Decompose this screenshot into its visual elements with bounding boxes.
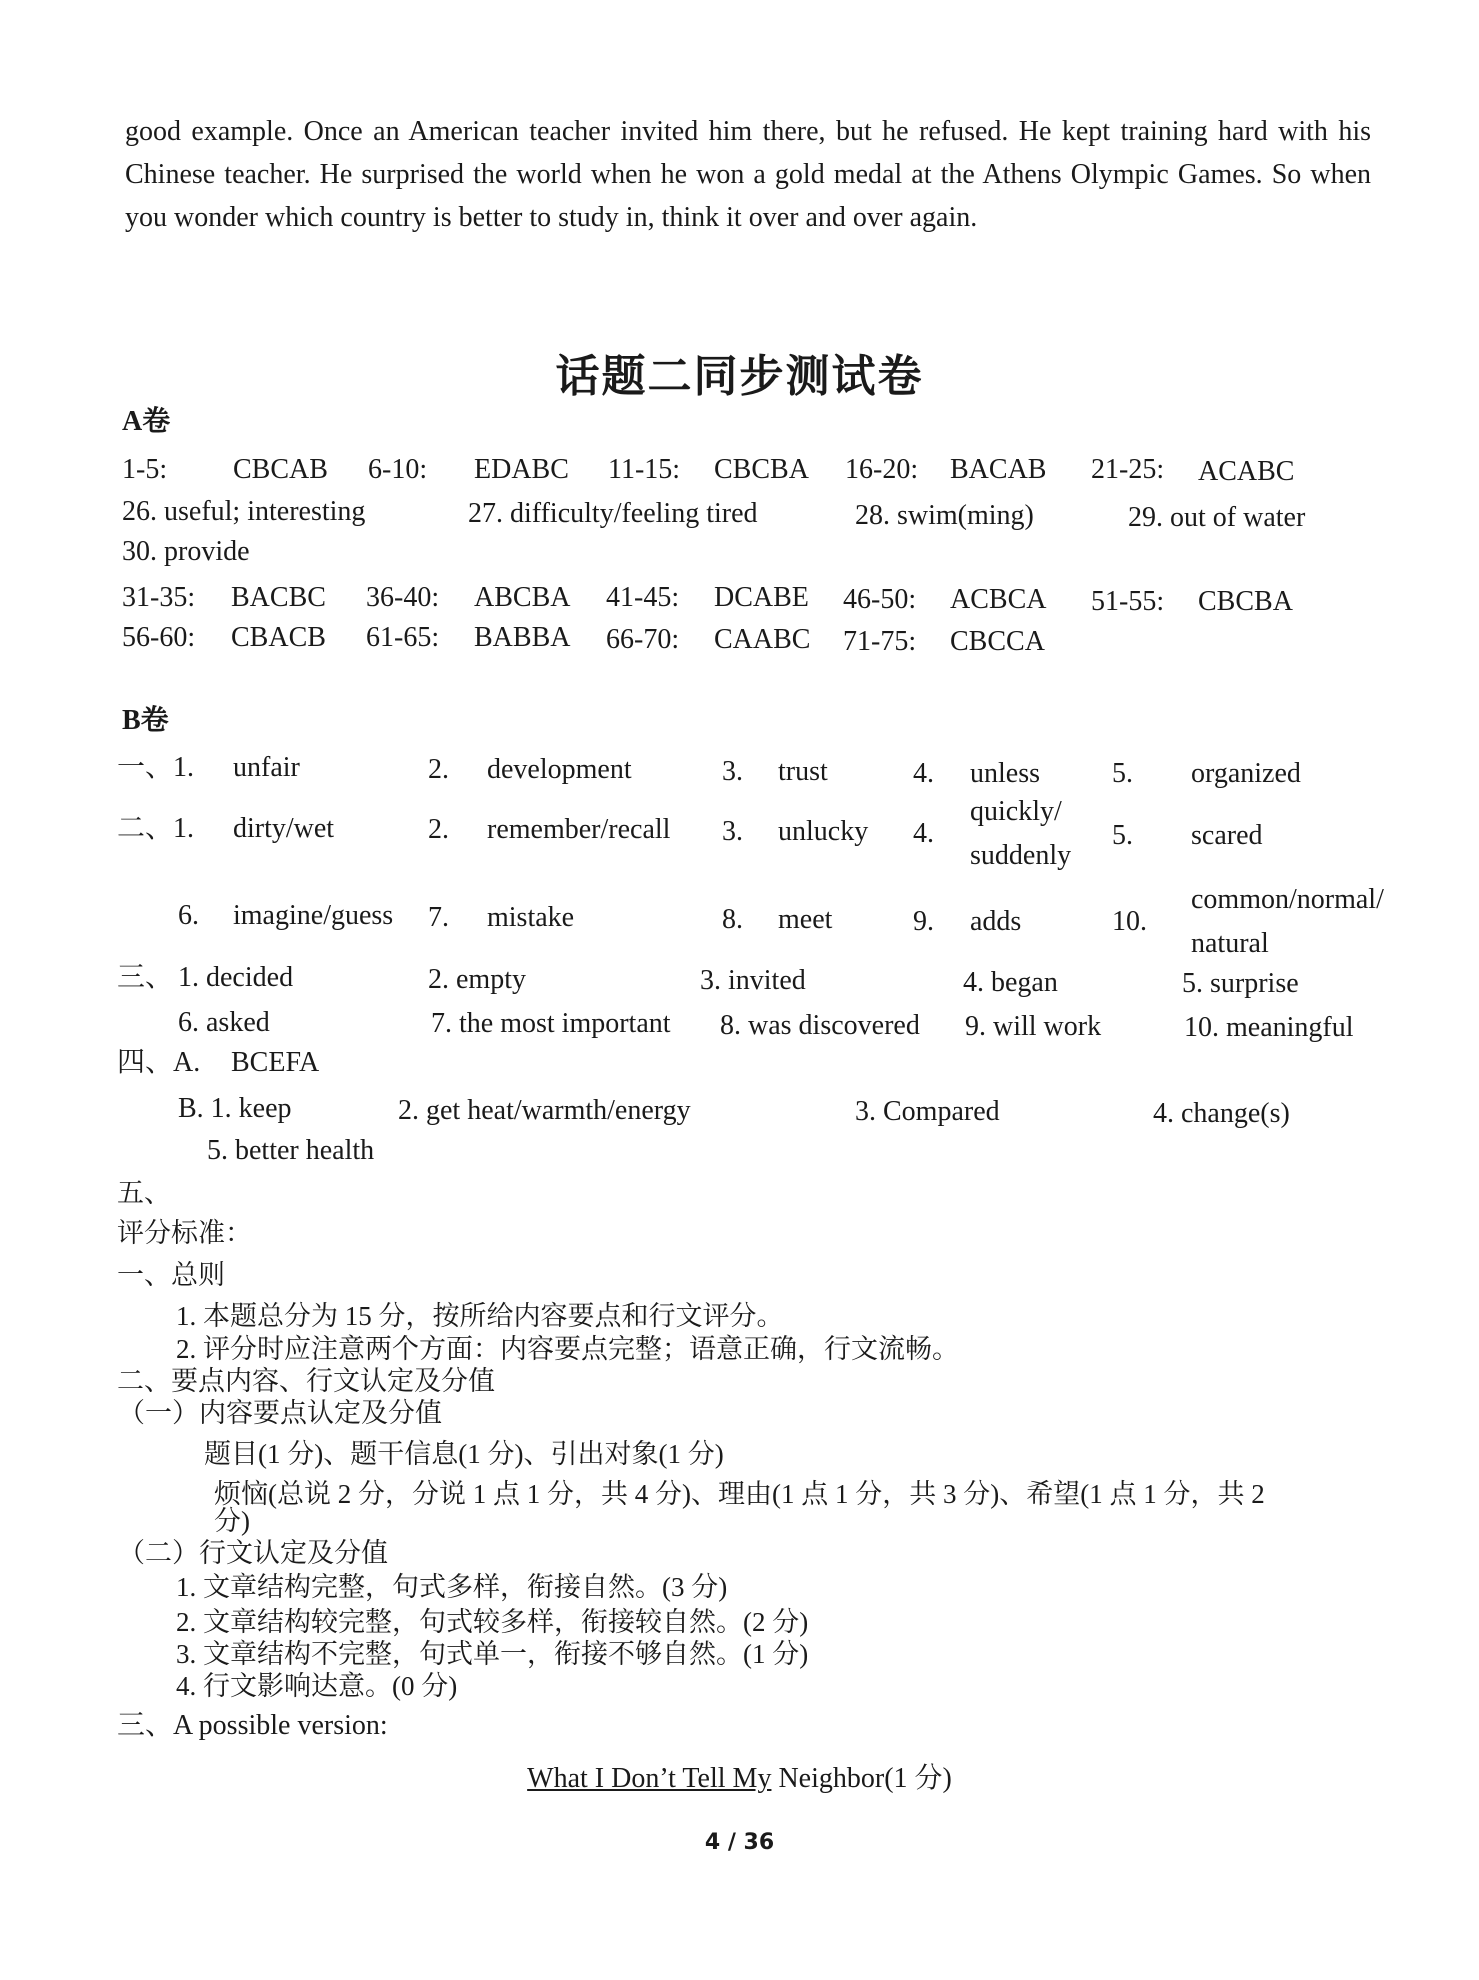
a-answer: 30. provide bbox=[122, 536, 250, 567]
b-num: 6. bbox=[178, 900, 199, 931]
b-answer: 1. decided bbox=[178, 962, 294, 993]
rubric-line: 分) bbox=[214, 1506, 250, 1536]
b-answer: 2. empty bbox=[428, 964, 526, 995]
rubric-line: 2. 评分时应注意两个方面：内容要点完整；语意正确，行文流畅。 bbox=[176, 1334, 959, 1364]
a-range: 36-40: bbox=[366, 582, 440, 613]
b-answer: development bbox=[487, 754, 632, 785]
rubric-line: （一）内容要点认定及分值 bbox=[118, 1398, 442, 1428]
b-answer: scared bbox=[1191, 820, 1263, 851]
b-num: 4. bbox=[913, 758, 934, 789]
a-answer: CBCBA bbox=[714, 454, 809, 485]
a-range: 11-15: bbox=[608, 454, 681, 485]
section-title: 话题二同步测试卷 bbox=[555, 351, 924, 402]
b-num: 5. bbox=[1112, 820, 1133, 851]
rubric-line: 1. 本题总分为 15 分，按所给内容要点和行文评分。 bbox=[176, 1301, 784, 1331]
b-answer: 7. the most important bbox=[431, 1008, 671, 1039]
b-answer: 6. asked bbox=[178, 1007, 270, 1038]
a-range: 21-25: bbox=[1091, 454, 1165, 485]
a-answer: BACBC bbox=[231, 582, 326, 613]
a-answer: EDABC bbox=[474, 454, 569, 485]
b-num: 7. bbox=[428, 902, 449, 933]
a-range: 51-55: bbox=[1091, 586, 1165, 617]
a-answer: ACBCA bbox=[950, 584, 1047, 615]
a-answer: DCABE bbox=[714, 582, 809, 613]
b-answer: common/normal/ bbox=[1191, 884, 1384, 915]
b-answer: 10. meaningful bbox=[1184, 1012, 1354, 1043]
b-answer: 4. change(s) bbox=[1153, 1098, 1290, 1129]
b-answer: unlucky bbox=[778, 816, 869, 847]
rubric-line: 二、要点内容、行文认定及分值 bbox=[117, 1366, 495, 1396]
b-section-label: 三、 bbox=[117, 962, 174, 993]
a-range: 71-75: bbox=[843, 626, 917, 657]
b-num: 4. bbox=[913, 818, 934, 849]
b-num: 2. bbox=[428, 754, 449, 785]
b-answer: 5. better health bbox=[207, 1135, 375, 1166]
a-answer: BACAB bbox=[950, 454, 1047, 485]
rubric-line: 3. 文章结构不完整，句式单一，衔接不够自然。(1 分) bbox=[176, 1639, 809, 1669]
b-answer: trust bbox=[778, 756, 828, 787]
b-answer: dirty/wet bbox=[233, 813, 335, 844]
page-number: 4 / 36 bbox=[704, 1830, 775, 1855]
b-section-label: 四、A. bbox=[117, 1047, 201, 1078]
rubric-line: 1. 文章结构完整，句式多样，衔接自然。(3 分) bbox=[176, 1572, 728, 1602]
b-section-label: 五、 bbox=[117, 1178, 171, 1208]
b-section-label: 一、1. bbox=[117, 752, 195, 783]
b-num: 8. bbox=[722, 904, 743, 935]
b-answer: quickly/ bbox=[970, 796, 1062, 827]
b-answer: 9. will work bbox=[965, 1011, 1102, 1042]
b-answer: suddenly bbox=[970, 840, 1072, 871]
b-num: 2. bbox=[428, 814, 449, 845]
rubric-line: 三、A possible version: bbox=[117, 1710, 388, 1741]
b-num: 10. bbox=[1112, 906, 1147, 937]
rubric-line: 2. 文章结构较完整，句式较多样，衔接较自然。(2 分) bbox=[176, 1607, 809, 1637]
b-answer: remember/recall bbox=[487, 814, 671, 845]
a-range: 66-70: bbox=[606, 624, 680, 655]
a-answer: CBCAB bbox=[233, 454, 328, 485]
a-range: 1-5: bbox=[122, 454, 168, 485]
b-answer: BCEFA bbox=[231, 1047, 320, 1078]
b-answer: 4. began bbox=[963, 967, 1058, 998]
a-heading: A卷 bbox=[122, 406, 171, 437]
b-num: 5. bbox=[1112, 758, 1133, 789]
b-answer: 2. get heat/warmth/energy bbox=[398, 1095, 691, 1126]
a-answer: CBCBA bbox=[1198, 586, 1293, 617]
rubric-line: （二）行文认定及分值 bbox=[118, 1538, 388, 1568]
a-answer: 26. useful; interesting bbox=[122, 496, 366, 527]
b-num: 3. bbox=[722, 816, 743, 847]
b-answer: 8. was discovered bbox=[720, 1010, 920, 1041]
b-answer: B. 1. keep bbox=[178, 1093, 292, 1124]
rubric-line: 题目(1 分)、题干信息(1 分)、引出对象(1 分) bbox=[204, 1439, 724, 1469]
b-answer: natural bbox=[1191, 928, 1269, 959]
a-answer: BABBA bbox=[474, 622, 571, 653]
essay-title-rest: Neighbor(1 分) bbox=[771, 1763, 952, 1794]
a-range: 61-65: bbox=[366, 622, 440, 653]
b-answer: 3. invited bbox=[700, 965, 806, 996]
a-answer: 29. out of water bbox=[1128, 502, 1306, 533]
b-answer: meet bbox=[778, 904, 833, 935]
b-answer: mistake bbox=[487, 902, 575, 933]
intro-paragraph: good example. Once an American teacher invited him there, but he refused. He kept training hard with his Chinese teacher. He surprised the world when he won a gold medal at the Athens Olympic Games. So when you wonder which country is better to study in, think it over and over again. bbox=[125, 116, 1371, 233]
b-answer: imagine/guess bbox=[233, 900, 394, 931]
a-range: 56-60: bbox=[122, 622, 196, 653]
b-answer: organized bbox=[1191, 758, 1301, 789]
b-heading: B卷 bbox=[122, 705, 169, 736]
a-answer: 27. difficulty/feeling tired bbox=[468, 498, 758, 529]
a-answer: ACABC bbox=[1198, 456, 1295, 487]
a-answer: 28. swim(ming) bbox=[855, 500, 1034, 531]
b-answer: unfair bbox=[233, 752, 300, 783]
a-answer: ABCBA bbox=[474, 582, 571, 613]
essay-title bbox=[0, 1756, 1479, 1796]
a-range: 6-10: bbox=[368, 454, 428, 485]
rubric-heading: 评分标准： bbox=[117, 1218, 252, 1248]
rubric-line: 一、总则 bbox=[117, 1260, 225, 1290]
rubric-line: 4. 行文影响达意。(0 分) bbox=[176, 1671, 458, 1701]
b-answer: 3. Compared bbox=[855, 1096, 1000, 1127]
a-range: 31-35: bbox=[122, 582, 196, 613]
b-section-label: 二、1. bbox=[117, 813, 195, 844]
a-range: 16-20: bbox=[845, 454, 919, 485]
b-answer: 5. surprise bbox=[1182, 968, 1299, 999]
a-answer: CAABC bbox=[714, 624, 811, 655]
b-num: 3. bbox=[722, 756, 743, 787]
b-answer: adds bbox=[970, 906, 1022, 937]
b-answer: unless bbox=[970, 758, 1040, 789]
b-num: 9. bbox=[913, 906, 934, 937]
a-answer: CBCCA bbox=[950, 626, 1045, 657]
essay-title-underlined: What I Don’t Tell My bbox=[527, 1763, 772, 1794]
rubric-line: 烦恼(总说 2 分，分说 1 点 1 分，共 4 分)、理由(1 点 1 分，共 3 分)、希望(1 点 1 分，共 2 bbox=[214, 1479, 1265, 1509]
a-answer: CBACB bbox=[231, 622, 326, 653]
a-range: 41-45: bbox=[606, 582, 680, 613]
a-range: 46-50: bbox=[843, 584, 917, 615]
